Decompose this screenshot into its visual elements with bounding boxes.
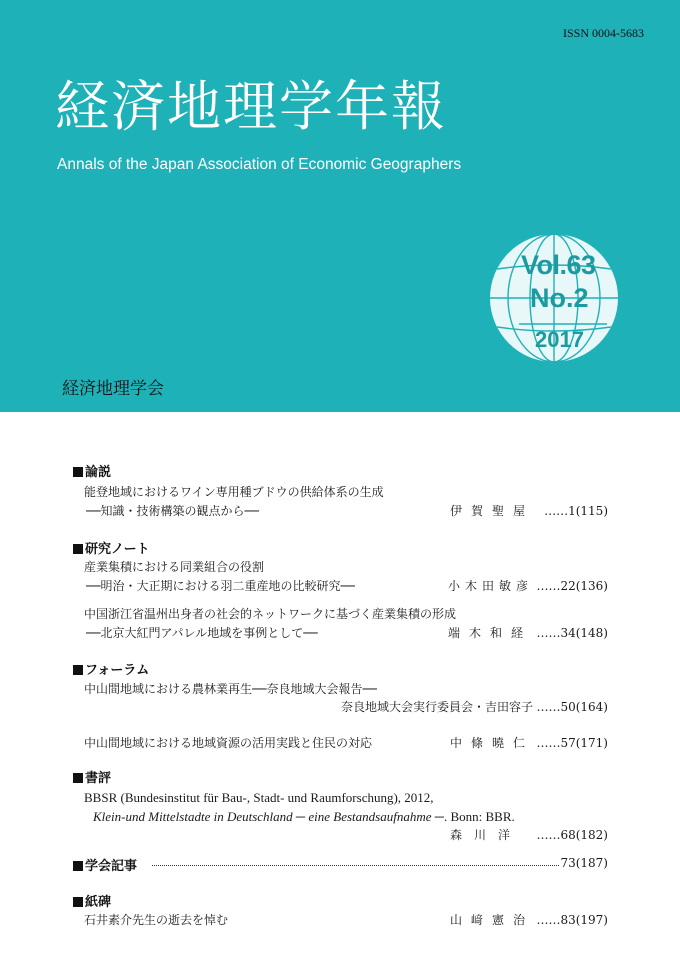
- article-title: 中山間地域における農林業再生──奈良地域大会報告──: [84, 682, 377, 696]
- section-heading: 論説: [73, 461, 111, 480]
- volume-label: Vol.63: [521, 250, 596, 280]
- article-author: 中條曉仁: [450, 736, 535, 750]
- section-heading: 書評: [73, 767, 111, 786]
- journal-title: 経済地理学年報: [55, 75, 447, 138]
- article-author: 奈良地域大会実行委員会・吉田容子: [341, 700, 534, 714]
- article-pages: ……34(148): [536, 626, 608, 640]
- article-pages: ……68(182): [536, 828, 608, 842]
- section-heading: 学会記事: [73, 855, 137, 874]
- article-title: 石井素介先生の逝去を悼む: [84, 913, 229, 927]
- dot-leader: [152, 865, 559, 866]
- article-author: 小木田敏彦: [448, 579, 534, 593]
- article-title: 能登地域におけるワイン専用種ブドウの供給体系の生成: [84, 485, 384, 499]
- article-title: BBSR (Bundesinstitut für Bau-, Stadt- und Raumforschung), 2012,: [84, 790, 434, 805]
- article-title-continued: Klein-und Mittelstadte in Deutschland ─ eine Bestandsaufnahme ─. Bonn: BBR.: [93, 809, 515, 824]
- journal-title-english: Annals of the Japan Association of Economic Geographers: [57, 156, 462, 173]
- article-pages: ……22(136): [536, 579, 608, 593]
- article-subtitle: ──北京大紅門アパレル地域を事例として──: [86, 626, 318, 640]
- article-author: 山﨑憲治: [450, 913, 535, 927]
- article-pages: ……1(115): [544, 504, 608, 518]
- article-author: 伊賀聖屋: [450, 504, 535, 518]
- issue-label: No.2: [530, 283, 589, 313]
- issn: ISSN 0004-5683: [562, 26, 644, 40]
- cover-panel: [0, 0, 680, 412]
- article-author: 端木和経: [448, 626, 533, 640]
- article-pages: ……57(171): [536, 736, 608, 750]
- article-pages: ……83(197): [536, 913, 608, 927]
- year-label: 2017: [535, 327, 584, 352]
- article-subtitle: ──明治・大正期における羽二重産地の比較研究──: [86, 579, 355, 593]
- publisher-name: 経済地理学会: [62, 379, 164, 399]
- article-title: 中山間地域における地域資源の活用実践と住民の対応: [84, 736, 373, 750]
- section-heading: 研究ノート: [73, 538, 150, 557]
- article-subtitle: ──知識・技術構築の観点から──: [86, 504, 259, 518]
- section-heading: 紙碑: [73, 891, 111, 910]
- article-title: 産業集積における同業組合の役割: [84, 560, 265, 574]
- article-pages: 73(187): [560, 856, 608, 870]
- section-heading: フォーラム: [73, 659, 149, 678]
- article-title: 中国浙江省温州出身者の社会的ネットワークに基づく産業集積の形成: [84, 607, 457, 621]
- article-pages: ……50(164): [536, 700, 608, 714]
- article-author: 森川洋: [450, 828, 523, 842]
